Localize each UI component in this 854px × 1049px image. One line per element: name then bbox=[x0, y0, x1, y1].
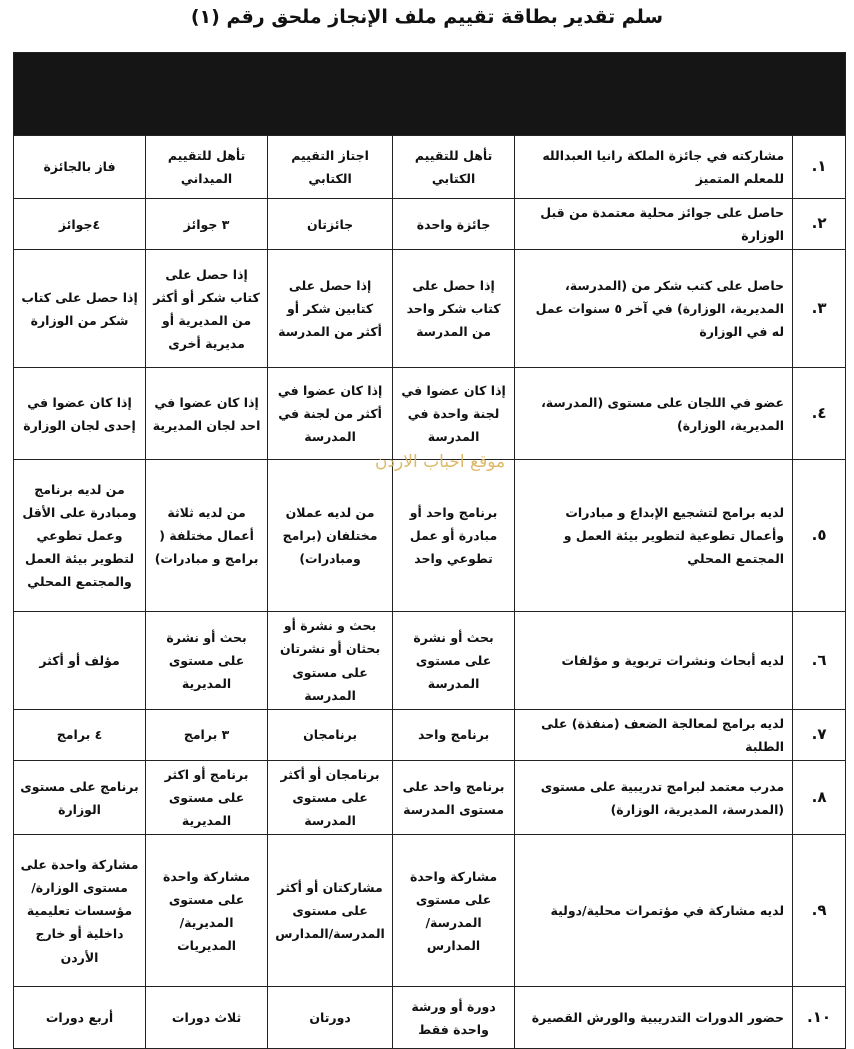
table-row bbox=[14, 250, 846, 368]
level-cell: بحث أو نشرة على مستوى المدرسة bbox=[393, 612, 515, 710]
row-number: ٤. bbox=[793, 368, 846, 460]
criterion-cell: حاصل على كتب شكر من (المدرسة، المديرية، الوزارة) في آخر ٥ سنوات عمل له في الوزارة bbox=[515, 250, 793, 368]
criterion-cell: مدرب معتمد لبرامج تدريبية على مستوى (المدرسة، المديرية، الوزارة) bbox=[515, 761, 793, 835]
level-cell: إذا كان عضوا في احد لجان المديرية bbox=[146, 368, 268, 460]
level-cell: إذا حصل على كتاب شكر من الوزارة bbox=[14, 250, 146, 368]
level-cell: إذا حصل على كتاب شكر أو أكثر من المديرية أو مديرية أخرى bbox=[146, 250, 268, 368]
level-cell: دورتان bbox=[268, 987, 393, 1049]
level-cell: بحث أو نشرة على مستوى المديرية bbox=[146, 612, 268, 710]
watermark: موقع احباب الاردن bbox=[375, 452, 506, 472]
level-cell: اجتاز التقييم الكتابي bbox=[268, 136, 393, 199]
level-cell: من لديه عملان مختلفان (برامج ومبادرات) bbox=[268, 460, 393, 612]
level-cell: إذا كان عضوا في أكثر من لجنة في المدرسة bbox=[268, 368, 393, 460]
level-cell: فاز بالجائزة bbox=[14, 136, 146, 199]
table-row bbox=[14, 136, 846, 199]
level-cell: برنامج أو اكثر على مستوى المديرية bbox=[146, 761, 268, 835]
row-number: ١. bbox=[793, 136, 846, 199]
level-cell: برنامجان bbox=[268, 709, 393, 760]
criterion-cell: مشاركته في جائزة الملكة رانيا العبدالله للمعلم المتميز bbox=[515, 136, 793, 199]
level-cell: ٣ برامج bbox=[146, 709, 268, 760]
row-number: ٢. bbox=[793, 199, 846, 250]
level-cell: إذا حصل على كتاب شكر واحد من المدرسة bbox=[393, 250, 515, 368]
criterion-cell: حاصل على جوائز محلية معتمدة من قبل الوزارة bbox=[515, 199, 793, 250]
table-row bbox=[14, 199, 846, 250]
level-cell: مشاركة واحدة على مستوى المديرية/المديريات bbox=[146, 835, 268, 987]
level-cell: من لديه ثلاثة أعمال مختلفة ( برامج و مبادرات) bbox=[146, 460, 268, 612]
level-cell: مشاركتان أو أكثر على مستوى المدرسة/المدارس bbox=[268, 835, 393, 987]
criterion-cell: لديه مشاركة في مؤتمرات محلية/دولية bbox=[515, 835, 793, 987]
level-cell: مشاركة واحدة على مستوى المدرسة/المدارس bbox=[393, 835, 515, 987]
level-cell: ٣ جوائز bbox=[146, 199, 268, 250]
rating-scale-table bbox=[13, 52, 846, 1049]
level-cell: مشاركة واحدة على مستوى الوزارة/مؤسسات تعليمية داخلية أو خارج الأردن bbox=[14, 835, 146, 987]
dark-band-cell bbox=[14, 53, 846, 136]
row-number: ٣. bbox=[793, 250, 846, 368]
level-cell: برنامج على مستوى الوزارة bbox=[14, 761, 146, 835]
row-number: ٧. bbox=[793, 709, 846, 760]
level-cell: جائزة واحدة bbox=[393, 199, 515, 250]
table-row bbox=[14, 709, 846, 760]
level-cell: برنامجان أو أكثر على مستوى المدرسة bbox=[268, 761, 393, 835]
level-cell: إذا حصل على كتابين شكر أو أكثر من المدرسة bbox=[268, 250, 393, 368]
level-cell: تأهل للتقييم الميداني bbox=[146, 136, 268, 199]
level-cell: إذا كان عضوا في لجنة واحدة في المدرسة bbox=[393, 368, 515, 460]
level-cell: من لديه برنامج ومبادرة على الأقل وعمل تطوعي لتطوير بيئة العمل والمجتمع المحلي bbox=[14, 460, 146, 612]
level-cell: برنامج واحد على مستوى المدرسة bbox=[393, 761, 515, 835]
table-row bbox=[14, 761, 846, 835]
table-row bbox=[14, 368, 846, 460]
header-band bbox=[14, 53, 846, 136]
criterion-cell: حضور الدورات التدريبية والورش القصيرة bbox=[515, 987, 793, 1049]
level-cell: بحث و نشرة أو بحثان أو نشرتان على مستوى المدرسة bbox=[268, 612, 393, 710]
criterion-cell: لديه برامج لمعالجة الضعف (منفذة) على الطلبة bbox=[515, 709, 793, 760]
level-cell: إذا كان عضوا في إحدى لجان الوزارة bbox=[14, 368, 146, 460]
row-number: ٨. bbox=[793, 761, 846, 835]
criterion-cell: لديه أبحاث ونشرات تربوية و مؤلفات bbox=[515, 612, 793, 710]
criterion-cell: لديه برامج لتشجيع الإبداع و مبادرات وأعمال تطوعية لتطوير بيئة العمل و المجتمع المحلي bbox=[515, 460, 793, 612]
page-title: سلم تقدير بطاقة تقييم ملف الإنجاز ملحق رقم (١) bbox=[190, 6, 664, 28]
row-number: ٩. bbox=[793, 835, 846, 987]
level-cell: تأهل للتقييم الكتابي bbox=[393, 136, 515, 199]
level-cell: جائزتان bbox=[268, 199, 393, 250]
level-cell: مؤلف أو أكثر bbox=[14, 612, 146, 710]
level-cell: برنامج واحد أو مبادرة أو عمل تطوعي واحد bbox=[393, 460, 515, 612]
table-row bbox=[14, 987, 846, 1049]
level-cell: أربع دورات bbox=[14, 987, 146, 1049]
criterion-cell: عضو في اللجان على مستوى (المدرسة، المديرية، الوزارة) bbox=[515, 368, 793, 460]
level-cell: ٤ برامج bbox=[14, 709, 146, 760]
table-row bbox=[14, 835, 846, 987]
level-cell: ٤جوائز bbox=[14, 199, 146, 250]
row-number: ٦. bbox=[793, 612, 846, 710]
row-number: ١٠. bbox=[793, 987, 846, 1049]
table-row bbox=[14, 460, 846, 612]
row-number: ٥. bbox=[793, 460, 846, 612]
level-cell: دورة أو ورشة واحدة فقط bbox=[393, 987, 515, 1049]
level-cell: ثلاث دورات bbox=[146, 987, 268, 1049]
level-cell: برنامج واحد bbox=[393, 709, 515, 760]
table-row bbox=[14, 612, 846, 710]
